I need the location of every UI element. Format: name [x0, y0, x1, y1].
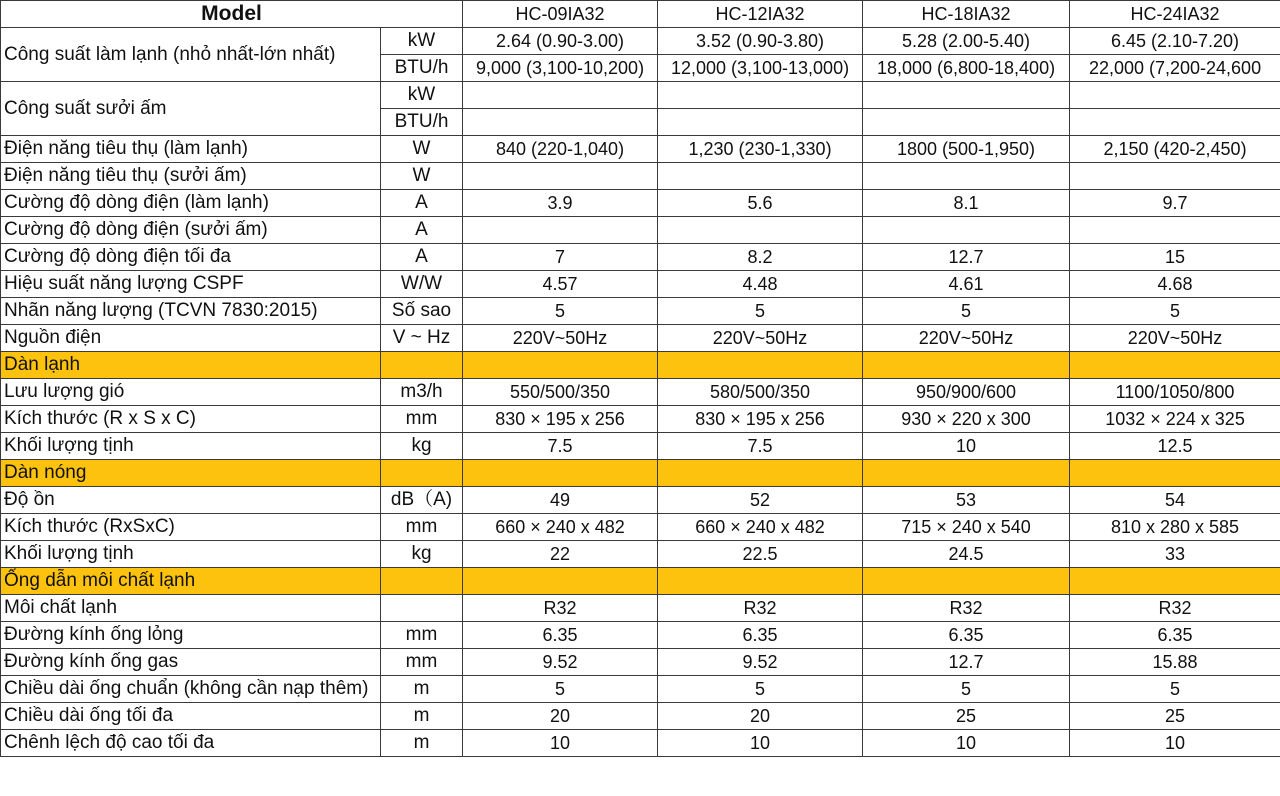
value-cell: 2,150 (420-2,450)	[1070, 136, 1280, 163]
value-cell: 54	[1070, 487, 1280, 514]
spec-row	[1, 433, 1280, 460]
spec-row	[1, 649, 1280, 676]
value-cell	[863, 163, 1070, 190]
model-name: HC-18IA32	[863, 1, 1070, 28]
value-cell: R32	[658, 595, 863, 622]
row-label: Kích thước (RxSxC)	[1, 514, 381, 541]
value-cell: 830 × 195 x 256	[658, 406, 863, 433]
value-cell: 6.35	[463, 622, 658, 649]
value-cell: 840 (220-1,040)	[463, 136, 658, 163]
spec-row	[1, 595, 1280, 622]
value-cell: 220V~50Hz	[1070, 325, 1280, 352]
value-cell: 930 × 220 x 300	[863, 406, 1070, 433]
unit-cell: W/W	[381, 271, 463, 298]
value-cell	[863, 217, 1070, 244]
row-label: Cường độ dòng điện (làm lạnh)	[1, 190, 381, 217]
value-cell: 5	[658, 298, 863, 325]
section-fill-cell	[658, 460, 863, 487]
row-label: Lưu lượng gió	[1, 379, 381, 406]
cooling-capacity-label: Công suất làm lạnh (nhỏ nhất-lớn nhất)	[1, 28, 381, 82]
row-label: Nguồn điện	[1, 325, 381, 352]
model-name: HC-12IA32	[658, 1, 863, 28]
row-label: Điện năng tiêu thụ (làm lạnh)	[1, 136, 381, 163]
section-fill-cell	[381, 568, 463, 595]
unit-cell: A	[381, 190, 463, 217]
unit-cell: kg	[381, 541, 463, 568]
spec-row	[1, 298, 1280, 325]
row-label: Môi chất lạnh	[1, 595, 381, 622]
value-cell: 6.35	[658, 622, 863, 649]
value-cell: R32	[1070, 595, 1280, 622]
value-cell: 220V~50Hz	[463, 325, 658, 352]
value-cell: 1,230 (230-1,330)	[658, 136, 863, 163]
row-label: Cường độ dòng điện tối đa	[1, 244, 381, 271]
value-cell: 15.88	[1070, 649, 1280, 676]
section-fill-cell	[1070, 352, 1280, 379]
value-cell: 52	[658, 487, 863, 514]
unit-cell: m	[381, 730, 463, 757]
value-cell: 49	[463, 487, 658, 514]
row-label: Cường độ dòng điện (sưởi ấm)	[1, 217, 381, 244]
section-fill-cell	[381, 352, 463, 379]
spec-row	[1, 487, 1280, 514]
value-cell: 6.45 (2.10-7.20)	[1070, 28, 1280, 55]
section-fill-cell	[1070, 568, 1280, 595]
value-cell: 9.52	[658, 649, 863, 676]
spec-row	[1, 730, 1280, 757]
value-cell: 220V~50Hz	[863, 325, 1070, 352]
value-cell: 5.28 (2.00-5.40)	[863, 28, 1070, 55]
value-cell: 22	[463, 541, 658, 568]
value-cell: 1100/1050/800	[1070, 379, 1280, 406]
spec-row	[1, 163, 1280, 190]
section-refrigerant-piping	[1, 568, 1280, 595]
row-label: Chiều dài ống chuẩn (không cần nạp thêm)	[1, 676, 381, 703]
unit-cell: W	[381, 136, 463, 163]
unit-cell: BTU/h	[381, 55, 463, 82]
section-title: Ống dẫn môi chất lạnh	[1, 568, 381, 595]
model-name: HC-09IA32	[463, 1, 658, 28]
spec-row	[1, 541, 1280, 568]
value-cell: 580/500/350	[658, 379, 863, 406]
value-cell: 20	[463, 703, 658, 730]
value-cell: 4.61	[863, 271, 1070, 298]
value-cell: 4.68	[1070, 271, 1280, 298]
value-cell	[863, 82, 1070, 109]
value-cell: 5	[463, 298, 658, 325]
unit-cell: mm	[381, 622, 463, 649]
value-cell	[463, 163, 658, 190]
value-cell: 715 × 240 x 540	[863, 514, 1070, 541]
value-cell: 6.35	[1070, 622, 1280, 649]
value-cell: 6.35	[863, 622, 1070, 649]
value-cell: R32	[863, 595, 1070, 622]
section-fill-cell	[658, 352, 863, 379]
row-label: Nhãn năng lượng (TCVN 7830:2015)	[1, 298, 381, 325]
spec-row	[1, 271, 1280, 298]
value-cell: 25	[1070, 703, 1280, 730]
unit-cell: m	[381, 703, 463, 730]
value-cell: 9.7	[1070, 190, 1280, 217]
spec-row	[1, 325, 1280, 352]
value-cell: 10	[658, 730, 863, 757]
value-cell: 8.1	[863, 190, 1070, 217]
row-label: Khối lượng tịnh	[1, 433, 381, 460]
spec-table-body	[1, 1, 1280, 757]
section-title: Dàn lạnh	[1, 352, 381, 379]
heating-capacity-kw-row	[1, 82, 1280, 109]
value-cell: 12.7	[863, 649, 1070, 676]
value-cell: 7.5	[463, 433, 658, 460]
value-cell: 5	[863, 676, 1070, 703]
unit-cell: dB（A)	[381, 487, 463, 514]
spec-row	[1, 379, 1280, 406]
section-title: Dàn nóng	[1, 460, 381, 487]
value-cell: 5	[463, 676, 658, 703]
value-cell	[1070, 82, 1280, 109]
value-cell	[1070, 163, 1280, 190]
value-cell: 5.6	[658, 190, 863, 217]
model-header-label: Model	[1, 1, 463, 28]
spec-row	[1, 190, 1280, 217]
section-fill-cell	[863, 568, 1070, 595]
model-name: HC-24IA32	[1070, 1, 1280, 28]
value-cell: 1032 × 224 x 325	[1070, 406, 1280, 433]
section-outdoor-unit	[1, 460, 1280, 487]
value-cell: 810 x 280 x 585	[1070, 514, 1280, 541]
heating-capacity-label: Công suất sưởi ấm	[1, 82, 381, 136]
value-cell: 24.5	[863, 541, 1070, 568]
value-cell: 15	[1070, 244, 1280, 271]
unit-cell: kW	[381, 28, 463, 55]
spec-row	[1, 622, 1280, 649]
row-label: Đường kính ống lỏng	[1, 622, 381, 649]
value-cell	[463, 82, 658, 109]
row-label: Chênh lệch độ cao tối đa	[1, 730, 381, 757]
value-cell: 660 × 240 x 482	[658, 514, 863, 541]
unit-cell: Số sao	[381, 298, 463, 325]
value-cell	[1070, 217, 1280, 244]
value-cell: 830 × 195 x 256	[463, 406, 658, 433]
value-cell	[463, 217, 658, 244]
value-cell: 4.48	[658, 271, 863, 298]
section-fill-cell	[381, 460, 463, 487]
value-cell: 4.57	[463, 271, 658, 298]
spec-row-standard-length	[1, 676, 1280, 703]
spec-row	[1, 217, 1280, 244]
value-cell: 5	[863, 298, 1070, 325]
spec-row	[1, 514, 1280, 541]
unit-cell: m	[381, 676, 463, 703]
value-cell: 8.2	[658, 244, 863, 271]
value-cell	[463, 109, 658, 136]
unit-cell: A	[381, 244, 463, 271]
section-fill-cell	[463, 568, 658, 595]
spec-row	[1, 406, 1280, 433]
value-cell: 22.5	[658, 541, 863, 568]
unit-cell: mm	[381, 649, 463, 676]
section-fill-cell	[658, 568, 863, 595]
value-cell	[658, 109, 863, 136]
value-cell: 22,000 (7,200-24,600	[1070, 55, 1280, 82]
section-fill-cell	[463, 460, 658, 487]
spec-row	[1, 703, 1280, 730]
unit-cell: V ~ Hz	[381, 325, 463, 352]
value-cell: 5	[1070, 676, 1280, 703]
section-indoor-unit	[1, 352, 1280, 379]
value-cell: 53	[863, 487, 1070, 514]
value-cell: 9.52	[463, 649, 658, 676]
value-cell	[658, 82, 863, 109]
value-cell: 18,000 (6,800-18,400)	[863, 55, 1070, 82]
value-cell	[658, 217, 863, 244]
value-cell: 2.64 (0.90-3.00)	[463, 28, 658, 55]
value-cell: 33	[1070, 541, 1280, 568]
unit-cell: mm	[381, 514, 463, 541]
row-label: Kích thước (R x S x C)	[1, 406, 381, 433]
value-cell	[863, 109, 1070, 136]
value-cell: 9,000 (3,100-10,200)	[463, 55, 658, 82]
value-cell: 10	[463, 730, 658, 757]
value-cell: 550/500/350	[463, 379, 658, 406]
unit-cell	[381, 595, 463, 622]
value-cell: 7	[463, 244, 658, 271]
section-fill-cell	[863, 352, 1070, 379]
unit-cell: m3/h	[381, 379, 463, 406]
unit-cell: kW	[381, 82, 463, 109]
value-cell: 950/900/600	[863, 379, 1070, 406]
value-cell	[1070, 109, 1280, 136]
value-cell: 10	[1070, 730, 1280, 757]
value-cell: 12.7	[863, 244, 1070, 271]
value-cell: 5	[1070, 298, 1280, 325]
value-cell: 7.5	[658, 433, 863, 460]
value-cell: 1800 (500-1,950)	[863, 136, 1070, 163]
value-cell: 12,000 (3,100-13,000)	[658, 55, 863, 82]
model-header-row	[1, 1, 1280, 28]
unit-cell: kg	[381, 433, 463, 460]
unit-cell: mm	[381, 406, 463, 433]
unit-cell: A	[381, 217, 463, 244]
cooling-capacity-kw-row	[1, 28, 1280, 55]
spec-row	[1, 136, 1280, 163]
unit-cell: BTU/h	[381, 109, 463, 136]
row-label: Hiệu suất năng lượng CSPF	[1, 271, 381, 298]
value-cell: 12.5	[1070, 433, 1280, 460]
unit-cell: W	[381, 163, 463, 190]
value-cell: 220V~50Hz	[658, 325, 863, 352]
value-cell: 3.9	[463, 190, 658, 217]
value-cell: 10	[863, 433, 1070, 460]
value-cell: 3.52 (0.90-3.80)	[658, 28, 863, 55]
value-cell: 5	[658, 676, 863, 703]
row-label: Độ ồn	[1, 487, 381, 514]
spec-row	[1, 244, 1280, 271]
value-cell: 10	[863, 730, 1070, 757]
value-cell: 660 × 240 x 482	[463, 514, 658, 541]
value-cell: R32	[463, 595, 658, 622]
value-cell	[658, 163, 863, 190]
row-label: Điện năng tiêu thụ (sưởi ấm)	[1, 163, 381, 190]
section-fill-cell	[463, 352, 658, 379]
row-label: Khối lượng tịnh	[1, 541, 381, 568]
value-cell: 25	[863, 703, 1070, 730]
value-cell: 20	[658, 703, 863, 730]
row-label: Chiều dài ống tối đa	[1, 703, 381, 730]
section-fill-cell	[863, 460, 1070, 487]
row-label: Đường kính ống gas	[1, 649, 381, 676]
section-fill-cell	[1070, 460, 1280, 487]
